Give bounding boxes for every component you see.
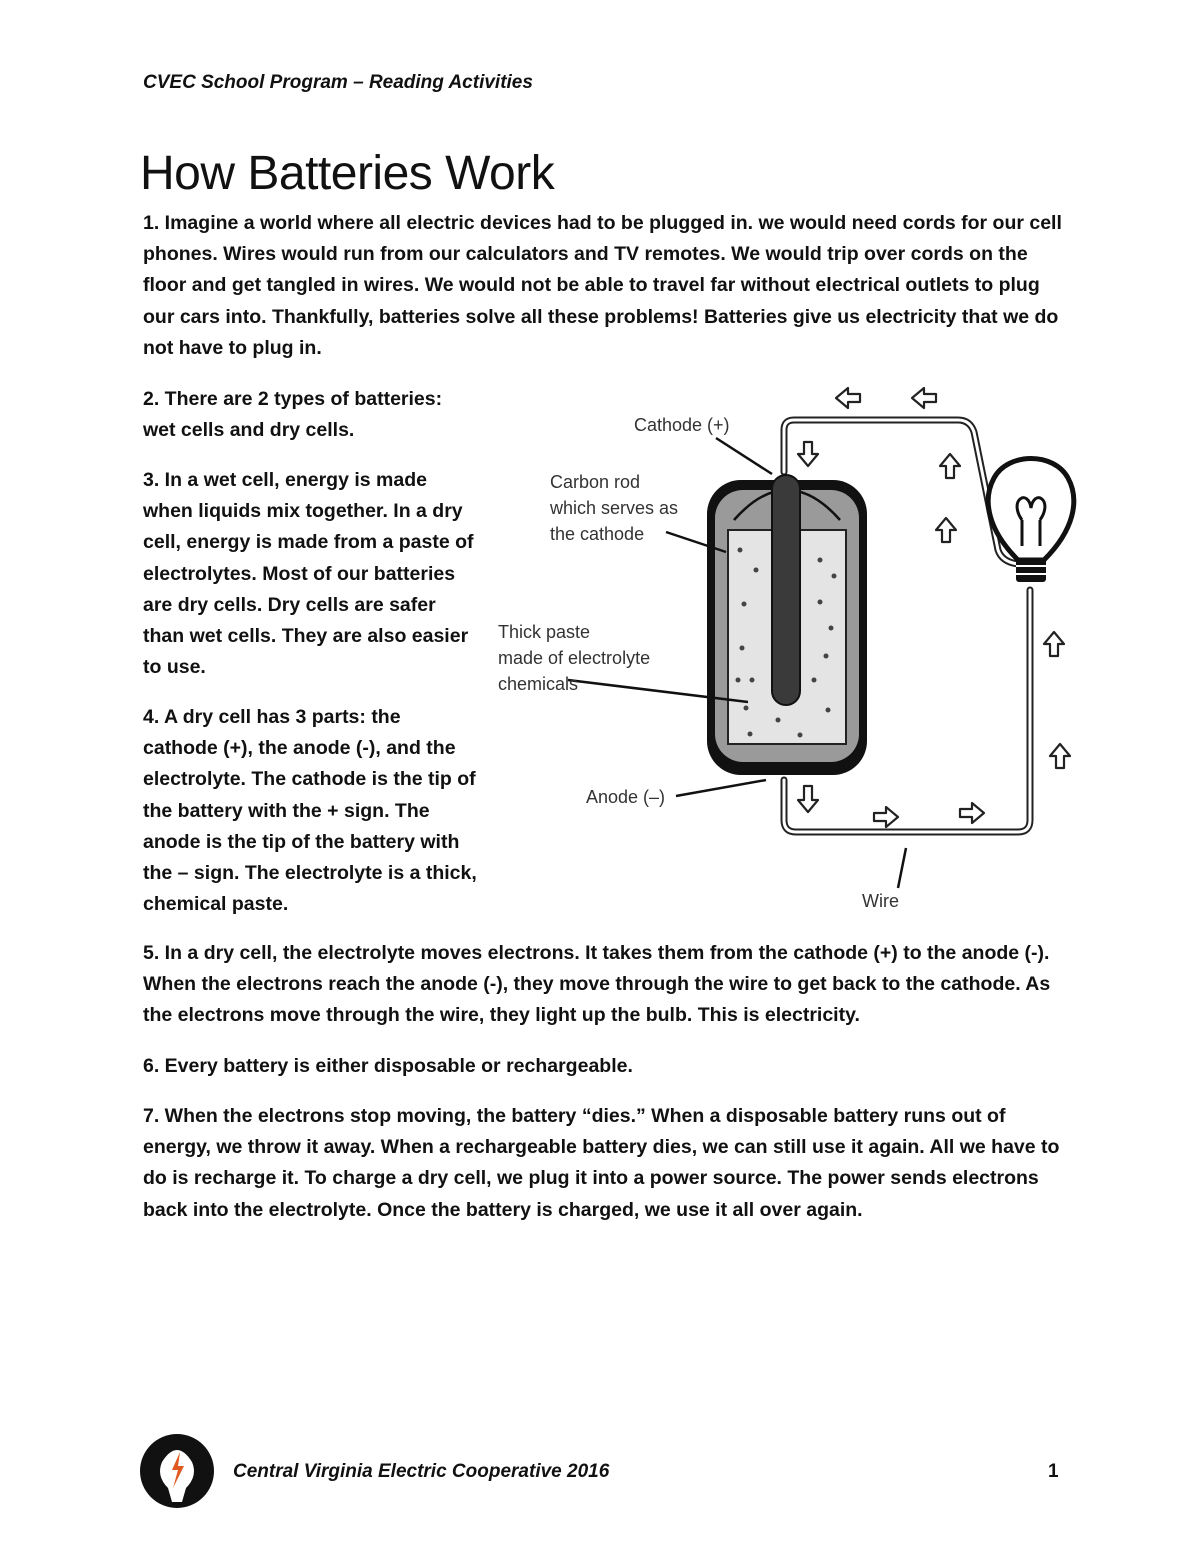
- paragraph-2: 2. There are 2 types of batteries: wet cells and dry cells.: [143, 388, 443, 442]
- light-bulb-icon: [988, 459, 1074, 583]
- arrow-up-icon: [940, 454, 960, 478]
- paste-label: Thick paste: [498, 622, 591, 642]
- page-header: CVEC School Program – Reading Activities: [143, 72, 533, 93]
- paste-label: chemicals: [498, 674, 579, 694]
- arrow-right-icon: [874, 807, 898, 827]
- cathode-label: Cathode (+): [634, 415, 730, 435]
- battery: [707, 475, 867, 775]
- footer-text: Central Virginia Electric Cooperative 2016: [233, 1461, 610, 1482]
- arrow-down-icon: [798, 442, 818, 466]
- arrow-right-icon: [960, 803, 984, 823]
- arrow-up-icon: [1044, 632, 1064, 656]
- paragraph-3: 3. In a wet cell, energy is made when liquids mix together. In a dry cell, energy is made from a paste of electrolytes. Most of our batteries are dry cells. Dry cells are safer than wet cells. They are also easier to use.: [143, 469, 474, 679]
- cvec-logo: [138, 1432, 216, 1510]
- carbon-rod: [772, 475, 800, 705]
- arrow-down-icon: [798, 786, 818, 812]
- paste-label: made of electrolyte: [498, 648, 651, 668]
- arrow-up-icon: [936, 518, 956, 542]
- paragraph-1: 1. Imagine a world where all electric devices had to be plugged in. we would need cords for our cell phones. Wires would run from our calculators and TV remotes. We would trip over cords on the floor and get tangled in wires. We would not be able to travel far without electrical outlets to plug our cars into. Thankfully, batteries solve all these problems! Batteries give us electricity that we do not have to plug in.: [143, 212, 1062, 359]
- page-number: 1: [1048, 1461, 1059, 1482]
- anode-label: Anode (–): [586, 787, 666, 807]
- wire-label: Wire: [862, 891, 899, 911]
- arrow-left-icon: [836, 388, 860, 408]
- paragraph-6: 6. Every battery is either disposable or rechargeable.: [143, 1055, 633, 1077]
- carbon-rod-label: which serves as: [550, 498, 679, 518]
- arrow-up-icon: [1050, 744, 1070, 768]
- paragraph-5: 5. In a dry cell, the electrolyte moves electrons. It takes them from the cathode (+) to the anode (-). When the electrons reach the anode (-), they move through the wire to get back to the cathode. As the electrons move through the wire, they light up the bulb. This is electricity.: [143, 942, 1051, 1027]
- page-title: How Batteries Work: [140, 147, 555, 200]
- arrow-left-icon: [912, 388, 936, 408]
- paragraph-7: 7. When the electrons stop moving, the battery “dies.” When a disposable battery runs out of energy, we throw it away. When a rechargeable battery dies, we can still use it again. All we have to do is recharge it. To charge a dry cell, we plug it into a power source. The power sends electrons back into the electrolyte. Once the battery is charged, we use it all over again.: [143, 1105, 1060, 1221]
- dry-cell-diagram: [488, 380, 1088, 920]
- carbon-rod-label: Carbon rod: [550, 472, 641, 492]
- carbon-rod-label: the cathode: [550, 524, 645, 544]
- paragraph-4: 4. A dry cell has 3 parts: the cathode (+), the anode (-), and the electrolyte. The cathode is the tip of the battery with the + sign. The anode is the tip of the battery with the – sign. The electrolyte is a thick, chemical paste.: [143, 706, 477, 916]
